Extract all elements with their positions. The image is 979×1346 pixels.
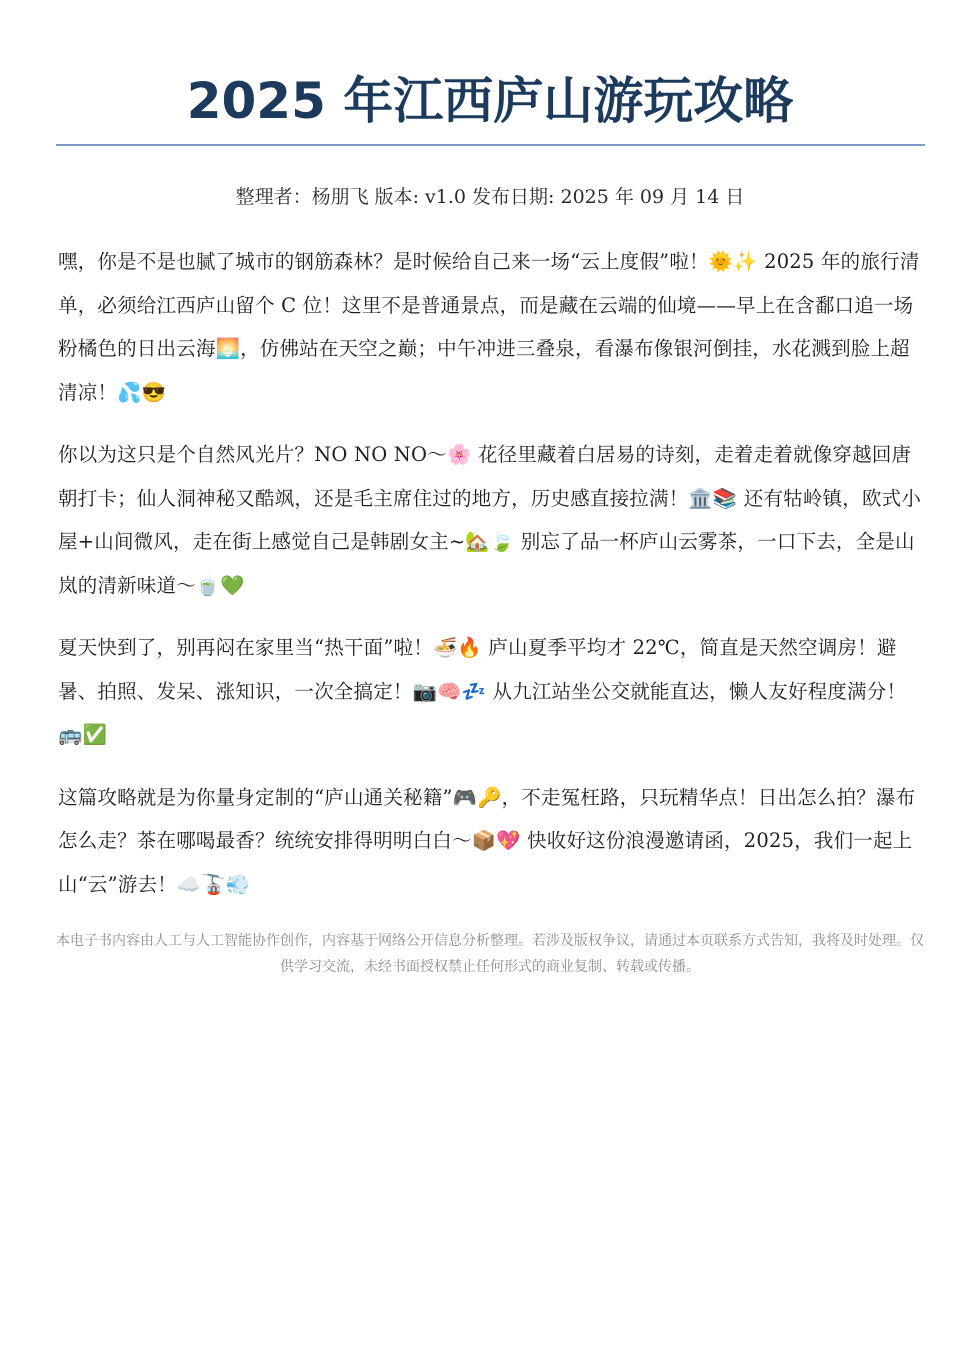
summer-paragraph: 夏天快到了，别再闷在家里当“热干面”啦！🍜🔥 庐山夏季平均才 22℃，简直是天然空调房！避暑、拍照、发呆、涨知识，一次全搞定！📷🧠💤 从九江站坐公交就能直达，懒人友好程度满分！🚌✅ [58,636,907,746]
culture-paragraph: 你以为这只是个自然风光片？NO NO NO～🌸 花径里藏着白居易的诗刻，走着走着就像穿越回唐朝打卡；仙人洞神秘又酷飒，还是毛主席住过的地方，历史感直接拉满！🏛️📚 还有牯岭镇，欧式小屋+山间微风，走在街上感觉自己是韩剧女主~🏡🍃 别忘了品一杯庐山云雾茶，一口下去，全是山岚的清新味道～🍵💚 [58,443,922,597]
guide-paragraph: 这篇攻略就是为你量身定制的“庐山通关秘籍”🎮🔑，不走冤枉路，只玩精华点！日出怎么拍？瀑布怎么走？茶在哪喝最香？统统安排得明明白白～📦💖 快收好这份浪漫邀请函，2025，我们一起上山“云”游去！☁️🚡💨 [58,785,916,896]
copyright-notice: 本电子书内容由人工与人工智能协作创作，内容基于网络公开信息分析整理。若涉及版权争议，请通过本页联系方式告知，我将及时处理。仅供学习交流，未经书面授权禁止任何形式的商业复制、转载或传播。 [56,933,924,975]
document-title: 2025 年江西庐山游玩攻略 [186,72,794,130]
document-body [58,240,928,925]
title-divider [56,144,925,146]
author-version-date-line: 整理者：杨朋飞 版本: v1.0 发布日期: 2025 年 09 月 14 日 [235,186,745,208]
intro-paragraph: 嘿，你是不是也腻了城市的钢筋森林？是时候给自己来一场“云上度假”啦！🌞✨ 2025 年的旅行清单，必须给江西庐山留个 C 位！这里不是普通景点，而是藏在云端的仙境——早上在含鄱口追一场粉橘色的日出云海🌅，仿佛站在天空之巅；中午冲进三叠泉，看瀑布像银河倒挂，水花溅到脸上超清凉！💦😎 [58,250,920,404]
